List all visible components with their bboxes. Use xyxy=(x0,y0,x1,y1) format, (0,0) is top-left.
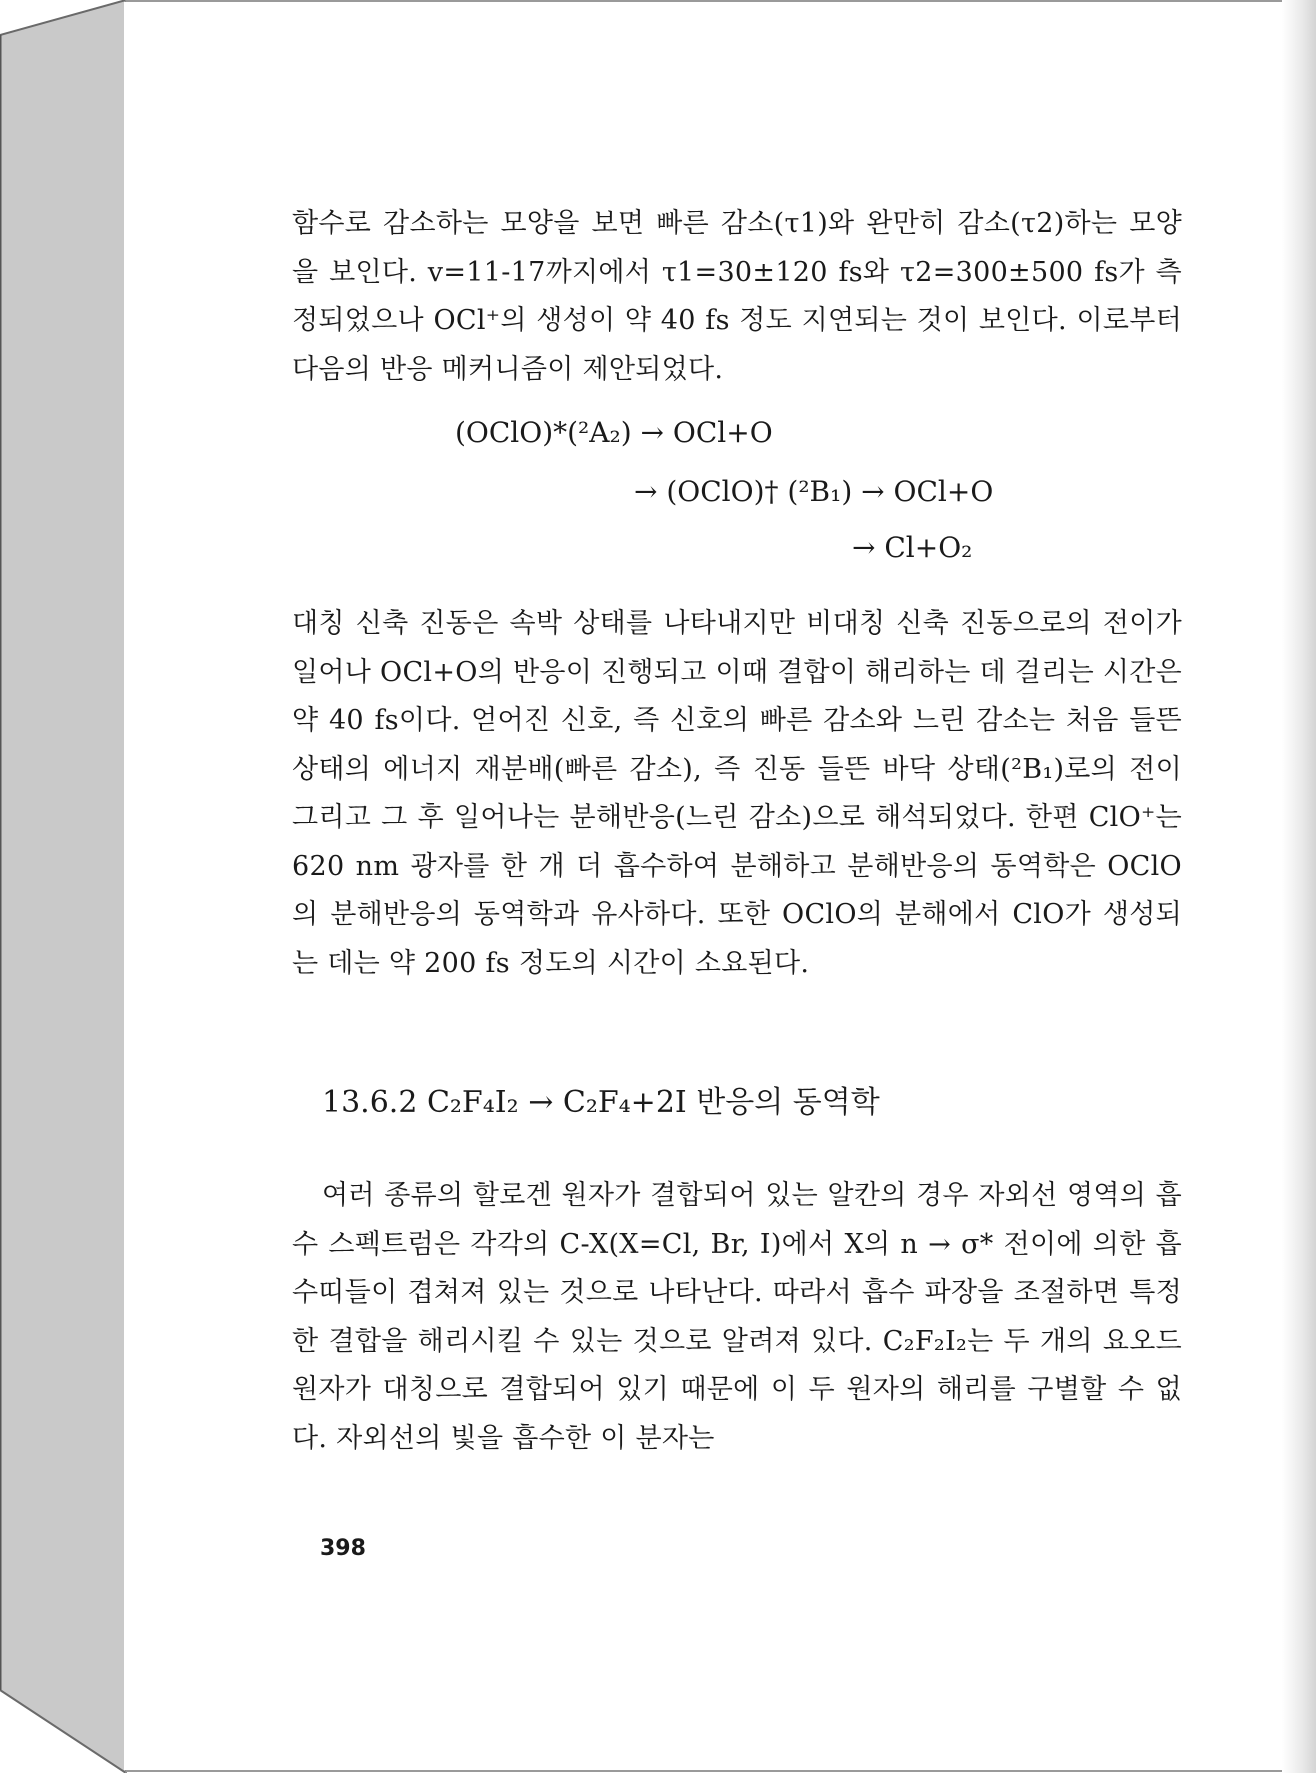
paragraph-1 xyxy=(292,200,1182,394)
page-number: 398 xyxy=(320,1536,366,1561)
paragraph-2 xyxy=(292,600,1182,988)
section-heading: 13.6.2 C₂F₄I₂ → C₂F₄+2I 반응의 동역학 xyxy=(322,1085,880,1120)
paragraph-3 xyxy=(292,1172,1182,1463)
equation-line-1: (OClO)*(²A₂) → OCl+O xyxy=(455,416,773,449)
page-edge-shadow xyxy=(1282,0,1316,1773)
paragraph-1-text: 함수로 감소하는 모양을 보면 빠른 감소(τ1)와 완만히 감소(τ2)하는 모양을 보인다. v=11-17까지에서 τ1=30±120 fs와 τ2=300±500 fs가 측정되었으나 OCl⁺의 생성이 약 40 fs 정도 지연되는 것이 보인다. 이로부터 다음의 반응 메커니즘이 제안되었다. xyxy=(292,208,1182,385)
paragraph-3-text: 여러 종류의 할로겐 원자가 결합되어 있는 알칸의 경우 자외선 영역의 흡수 스펙트럼은 각각의 C-X(X=Cl, Br, I)에서 X의 n → σ* 전이에 의한 흡수띠들이 겹쳐져 있는 것으로 나타난다. 따라서 흡수 파장을 조절하면 특정한 결합을 해리시킬 수 있는 것으로 알려져 있다. C₂F₂I₂는 두 개의 요오드 원자가 대칭으로 결합되어 있기 때문에 이 두 원자의 해리를 구별할 수 없다. 자외선의 빛을 흡수한 이 분자는 xyxy=(292,1180,1182,1454)
equation-line-2: → (OClO)† (²B₁) → OCl+O xyxy=(634,475,994,508)
paragraph-2-text: 대칭 신축 진동은 속박 상태를 나타내지만 비대칭 신축 진동으로의 전이가 일어나 OCl+O의 반응이 진행되고 이때 결합이 해리하는 데 걸리는 시간은 약 40 fs이다. 얻어진 신호, 즉 신호의 빠른 감소와 느린 감소는 처음 들뜬 상태의 에너지 재분배(빠른 감소), 즉 진동 들뜬 바닥 상태(²B₁)로의 전이 그리고 그 후 일어나는 분해반응(느린 감소)으로 해석되었다. 한편 ClO⁺는 620 nm 광자를 한 개 더 흡수하여 분해하고 분해반응의 동역학은 OClO의 분해반응의 동역학과 유사하다. 또한 OClO의 분해에서 ClO가 생성되는 데는 약 200 fs 정도의 시간이 소요된다. xyxy=(292,608,1182,979)
equation-line-3: → Cl+O₂ xyxy=(852,531,973,564)
